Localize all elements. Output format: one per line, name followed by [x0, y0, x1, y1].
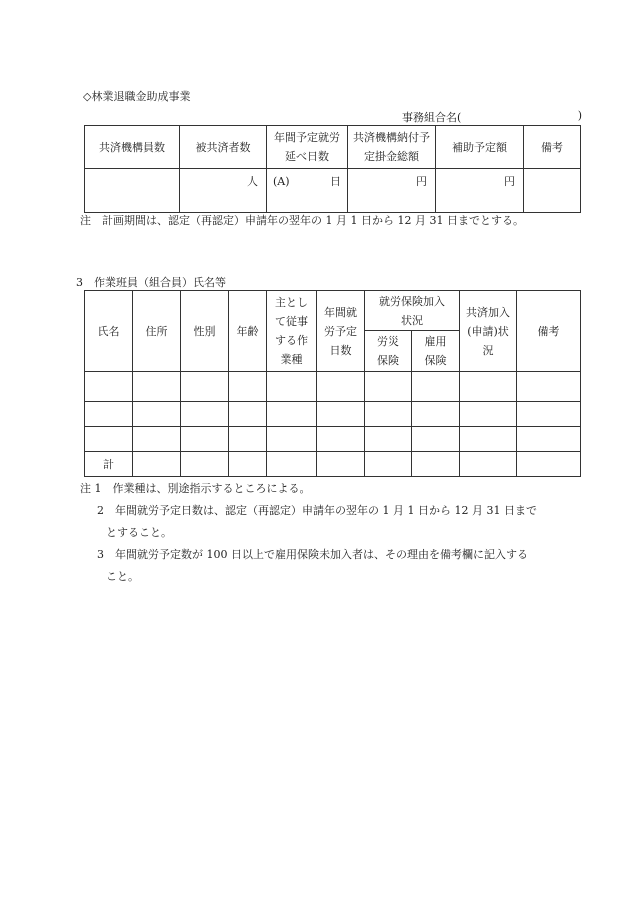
- section3-notes: [80, 478, 537, 588]
- cell-age[interactable]: [229, 372, 267, 402]
- cell-gender[interactable]: [181, 402, 229, 427]
- cell-members[interactable]: [85, 169, 180, 213]
- header-age: 年齢: [229, 291, 267, 372]
- cell-main-work[interactable]: [267, 452, 317, 477]
- cell-insured[interactable]: [180, 169, 267, 213]
- header-main-work: 主として従事する作業種: [267, 291, 317, 372]
- cell-annual-days[interactable]: [317, 402, 365, 427]
- header-koyou: 雇用保険: [412, 331, 460, 372]
- cell-address[interactable]: [133, 372, 181, 402]
- cell-rousai[interactable]: [365, 372, 412, 402]
- cell-kyosai[interactable]: [460, 402, 517, 427]
- section1-note: 注 計画期間は、認定（再認定）申請年の翌年の 1 月 1 日から 12 月 31 日までとする。: [80, 214, 524, 227]
- table-row: [85, 402, 581, 427]
- cell-kyosai[interactable]: [460, 452, 517, 477]
- header-members: 共済機構員数: [85, 126, 180, 169]
- unit-persons: 人: [247, 175, 258, 188]
- cell-premium[interactable]: [348, 169, 436, 213]
- table-row: [85, 372, 581, 402]
- cell-age[interactable]: [229, 452, 267, 477]
- header-kyosai: 共済加入(申請)状況: [460, 291, 517, 372]
- header-insured: 被共済者数: [180, 126, 267, 169]
- cell-kyosai[interactable]: [460, 372, 517, 402]
- table-row: [85, 427, 581, 452]
- cell-annual-days[interactable]: [317, 452, 365, 477]
- retirement-table: [84, 125, 581, 213]
- cell-remarks[interactable]: [524, 169, 581, 213]
- header-address: 住所: [133, 291, 181, 372]
- header-premium: 共済機構納付予定掛金総額: [348, 126, 436, 169]
- org-name-field[interactable]: [402, 109, 582, 125]
- cell-name[interactable]: [85, 372, 133, 402]
- cell-address[interactable]: [133, 427, 181, 452]
- org-name-label: 事務組合名(: [402, 111, 462, 124]
- header-gender: 性別: [181, 291, 229, 372]
- unit-yen: 円: [504, 175, 515, 188]
- cell-age[interactable]: [229, 427, 267, 452]
- header-rousai: 労災保険: [365, 331, 412, 372]
- cell-koyou[interactable]: [412, 372, 460, 402]
- cell-main-work[interactable]: [267, 427, 317, 452]
- cell-remarks[interactable]: [517, 372, 581, 402]
- cell-annual-days[interactable]: [267, 169, 348, 213]
- cell-rousai[interactable]: [365, 452, 412, 477]
- header-remarks: 備考: [517, 291, 581, 372]
- header-remarks: 備考: [524, 126, 581, 169]
- cell-main-work[interactable]: [267, 402, 317, 427]
- cell-gender[interactable]: [181, 372, 229, 402]
- unit-a-mark: (A): [273, 175, 290, 188]
- section3-title: 3 作業班員（組合員）氏名等: [76, 276, 226, 289]
- cell-kyosai[interactable]: [460, 427, 517, 452]
- cell-remarks[interactable]: [517, 452, 581, 477]
- cell-name[interactable]: [85, 427, 133, 452]
- unit-days: 日: [330, 175, 341, 188]
- header-annual-days: 年間予定就労延べ日数: [267, 126, 348, 169]
- cell-koyou[interactable]: [412, 452, 460, 477]
- note-line: こと。: [106, 570, 139, 583]
- header-name: 氏名: [85, 291, 133, 372]
- note-line: とすること。: [106, 526, 172, 539]
- note-line: 3 年間就労予定数が 100 日以上で雇用保険未加入者は、その理由を備考欄に記入する: [97, 548, 528, 561]
- total-row: [85, 452, 581, 477]
- cell-gender[interactable]: [181, 427, 229, 452]
- note-line: 注 1 作業種は、別途指示するところによる。: [80, 482, 311, 495]
- org-name-close: ): [577, 109, 582, 122]
- cell-remarks[interactable]: [517, 402, 581, 427]
- cell-age[interactable]: [229, 402, 267, 427]
- cell-remarks[interactable]: [517, 427, 581, 452]
- cell-rousai[interactable]: [365, 427, 412, 452]
- crew-table: [84, 290, 581, 477]
- total-label: 計: [85, 452, 133, 477]
- note-line: 2 年間就労予定日数は、認定（再認定）申請年の翌年の 1 月 1 日から 12 月 31 日まで: [97, 504, 537, 517]
- cell-address[interactable]: [133, 402, 181, 427]
- cell-koyou[interactable]: [412, 427, 460, 452]
- header-annual-days: 年間就労予定日数: [317, 291, 365, 372]
- cell-subsidy[interactable]: [436, 169, 524, 213]
- cell-annual-days[interactable]: [317, 372, 365, 402]
- cell-address[interactable]: [133, 452, 181, 477]
- header-subsidy: 補助予定額: [436, 126, 524, 169]
- unit-yen: 円: [416, 175, 427, 188]
- cell-gender[interactable]: [181, 452, 229, 477]
- cell-name[interactable]: [85, 402, 133, 427]
- header-insurance-group: 就労保険加入状況: [365, 291, 460, 331]
- section1-title: ◇林業退職金助成事業: [83, 90, 191, 103]
- cell-main-work[interactable]: [267, 372, 317, 402]
- cell-rousai[interactable]: [365, 402, 412, 427]
- cell-annual-days[interactable]: [317, 427, 365, 452]
- cell-koyou[interactable]: [412, 402, 460, 427]
